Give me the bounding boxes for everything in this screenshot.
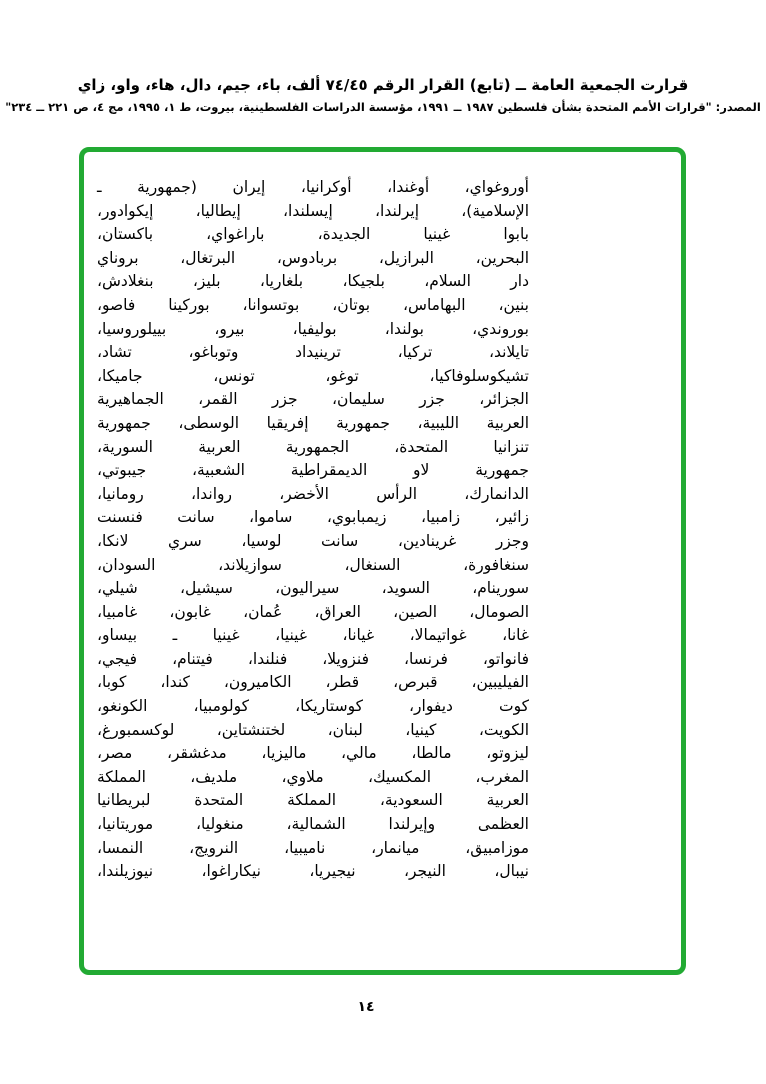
country-line: زائير، زامبيا، زيمبابوي، ساموا، سانت فنسنت (97, 508, 529, 527)
country-line: تنزانيا المتحدة، الجمهورية العربية السورية، (97, 437, 529, 456)
country-line: الجزائر، جزر سليمان، جزر القمر، الجماهيرية (97, 390, 529, 409)
country-line: العربية الليبية، جمهورية إفريقيا الوسطى، جمهورية (97, 413, 529, 432)
country-line: بابوا غينيا الجديدة، باراغواي، باكستان، (97, 225, 529, 244)
country-line: موزامبيق، ميانمار، ناميبيا، النرويج، النمسا، (97, 838, 529, 857)
country-line: ليزوتو، مالطا، مالي، ماليزيا، مدغشقر، مصر، (97, 744, 529, 763)
country-list (97, 176, 529, 884)
country-line: بوروندي، بولندا، بوليفيا، بيرو، بييلوروسيا، (97, 319, 529, 338)
country-line: الكويت، كينيا، لبنان، لختنشتاين، لوكسمبورغ، (97, 720, 529, 739)
country-line: بنين، البهاماس، بوتان، بوتسوانا، بوركينا فاصو، (97, 295, 529, 314)
country-line: سنغافورة، السنغال، سوازيلاند، السودان، (97, 555, 529, 574)
country-line: جمهورية لاو الديمقراطية الشعبية، جيبوتي، (97, 461, 529, 480)
country-line: نيبال، النيجر، نيجيريا، نيكاراغوا، نيوزيلندا، (97, 862, 529, 881)
country-line: أوروغواي، أوغندا، أوكرانيا، إيران (جمهورية ـ (97, 178, 529, 196)
country-line: سورينام، السويد، سيراليون، سيشيل، شيلي، (97, 579, 529, 598)
country-line: البحرين، البرازيل، بربادوس، البرتغال، بروناي (97, 248, 529, 267)
country-line: دار السلام، بلجيكا، بلغاريا، بليز، بنغلادش، (97, 272, 529, 291)
country-list-box (79, 147, 686, 975)
country-line: الإسلامية)، إيرلندا، إيسلندا، إيطاليا، إيكوادور، (97, 201, 529, 220)
country-line: فانواتو، فرنسا، فنزويلا، فنلندا، فيتنام، فيجي، (97, 649, 529, 668)
country-line: الدانمارك، الرأس الأخضر، رواندا، رومانيا، (97, 484, 529, 503)
country-line: الصومال، الصين، العراق، عُمان، غابون، غامبيا، (97, 602, 529, 621)
country-line: العربية السعودية، المملكة المتحدة لبريطانيا (97, 791, 529, 810)
country-line: كوت ديفوار، كوستاريكا، كولومبيا، الكونغو، (97, 697, 529, 716)
country-line: الفيليبين، قبرص، قطر، الكاميرون، كندا، كوبا، (97, 673, 529, 692)
country-line: المغرب، المكسيك، ملاوي، ملديف، المملكة (97, 767, 529, 786)
country-line: وجزر غرينادين، سانت لوسيا، سري لانكا، (97, 531, 529, 550)
page-number: ١٤ (357, 999, 375, 1015)
page-header (0, 74, 766, 116)
country-line: تايلاند، تركيا، ترينيداد وتوباغو، تشاد، (97, 343, 529, 362)
country-line: غانا، غواتيمالا، غيانا، غينيا، غينيا ـ بيساو، (97, 626, 529, 645)
country-line: تشيكوسلوفاكيا، توغو، تونس، جاميكا، (97, 366, 529, 385)
document-title: قرارت الجمعية العامة ــ (تابع) القرار الرقم ٧٤/٤٥ ألف، باء، جيم، دال، هاء، واو، زاي (77, 76, 689, 94)
country-line: العظمى وإيرلندا الشمالية، منغوليا، موريتانيا، (97, 815, 529, 834)
source-citation: المصدر: "قرارات الأمم المتحدة بشأن فلسطين ١٩٨٧ ــ ١٩٩١، مؤسسة الدراسات الفلسطينية، بيروت، ط ١، ١٩٩٥، مج ٤، ص ٢٢١ ــ ٢٣٤" (5, 100, 761, 114)
